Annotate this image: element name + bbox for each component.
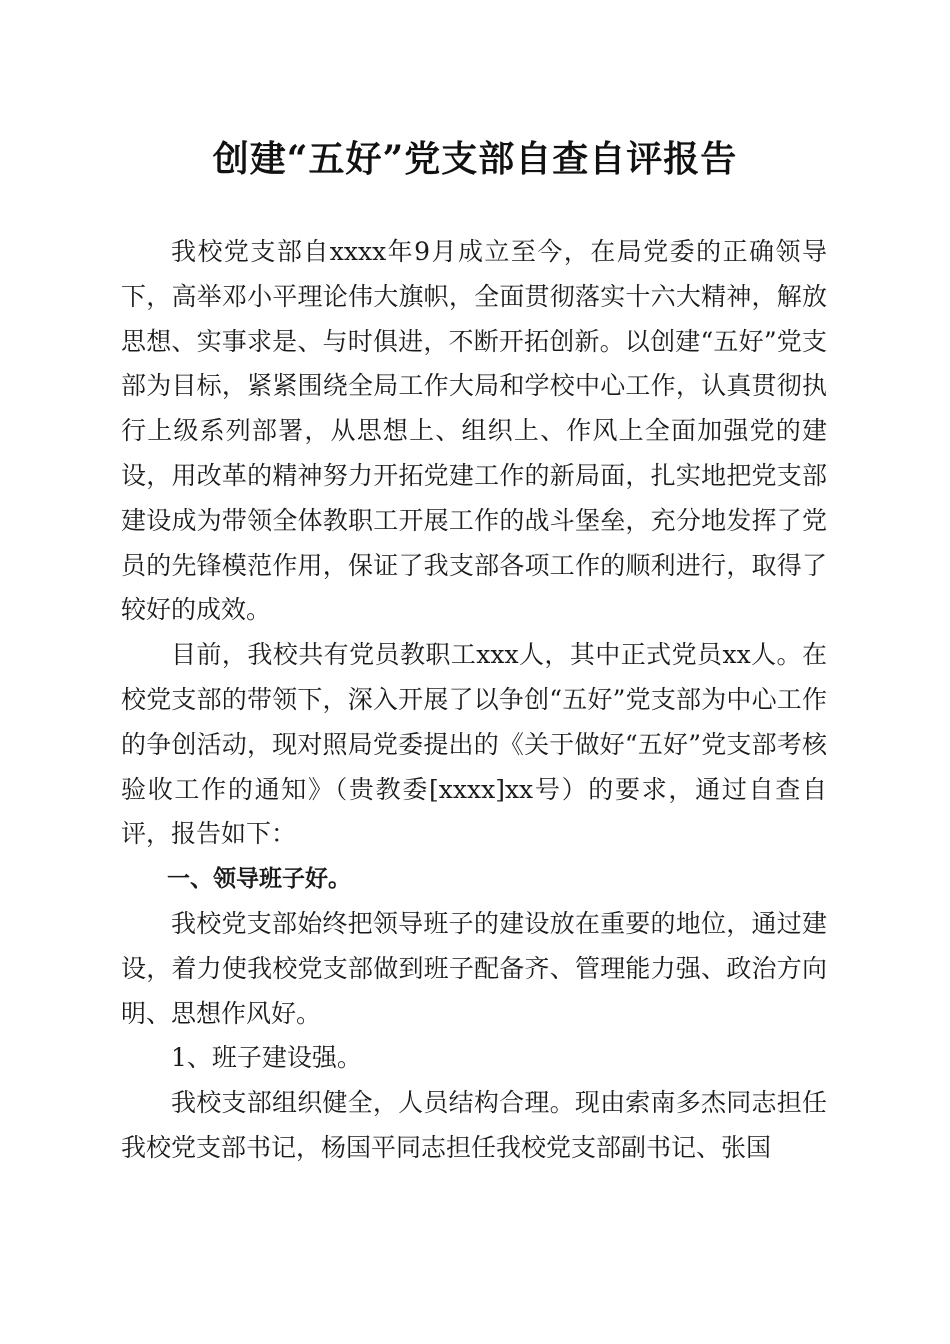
intro-paragraph: 我校党支部自xxxx年9月成立至今，在局党委的正确领导下，高举邓小平理论伟大旗帜，全面贯彻落实十六大精神，解放思想、实事求是、与时俱进，不断开拓创新。以创建“五好”党支部为目标，紧紧围绕全局工作大局和学校中心工作，认真贯彻执行上级系列部署，从思想上、组织上、作风上全面加强党的建设，用改革的精神努力开拓党建工作的新局面，扎实地把党支部建设成为带领全体教职工开展工作的战斗堡垒，充分地发挥了党员的先锋模范作用，保证了我支部各项工作的顺利进行，取得了较好的成效。	[121, 237, 827, 625]
document-title: 创建“五好”党支部自查自评报告	[212, 138, 738, 180]
document-body	[121, 230, 827, 1171]
section-paragraph: 我校党支部始终把领导班子的建设放在重要的地位，通过建设，着力使我校党支部做到班子配备齐、管理能力强、政治方向明、思想作风好。	[121, 908, 827, 1028]
subsection-paragraph: 我校支部组织健全，人员结构合理。现由索南多杰同志担任我校党支部书记，杨国平同志担任我校党支部副书记、张国	[121, 1088, 827, 1162]
section-heading: 一、领导班子好。	[167, 866, 351, 893]
subsection-heading: 1、班子建设强。	[171, 1043, 362, 1073]
summary-paragraph: 目前，我校共有党员教职工xxx人，其中正式党员xx人。在校党支部的带领下，深入开展了以争创“五好”党支部为中心工作的争创活动，现对照局党委提出的《关于做好“五好”党支部考核验收工作的通知》（贵教委[xxxx]xx号）的要求，通过自查自评，报告如下：	[121, 640, 827, 849]
